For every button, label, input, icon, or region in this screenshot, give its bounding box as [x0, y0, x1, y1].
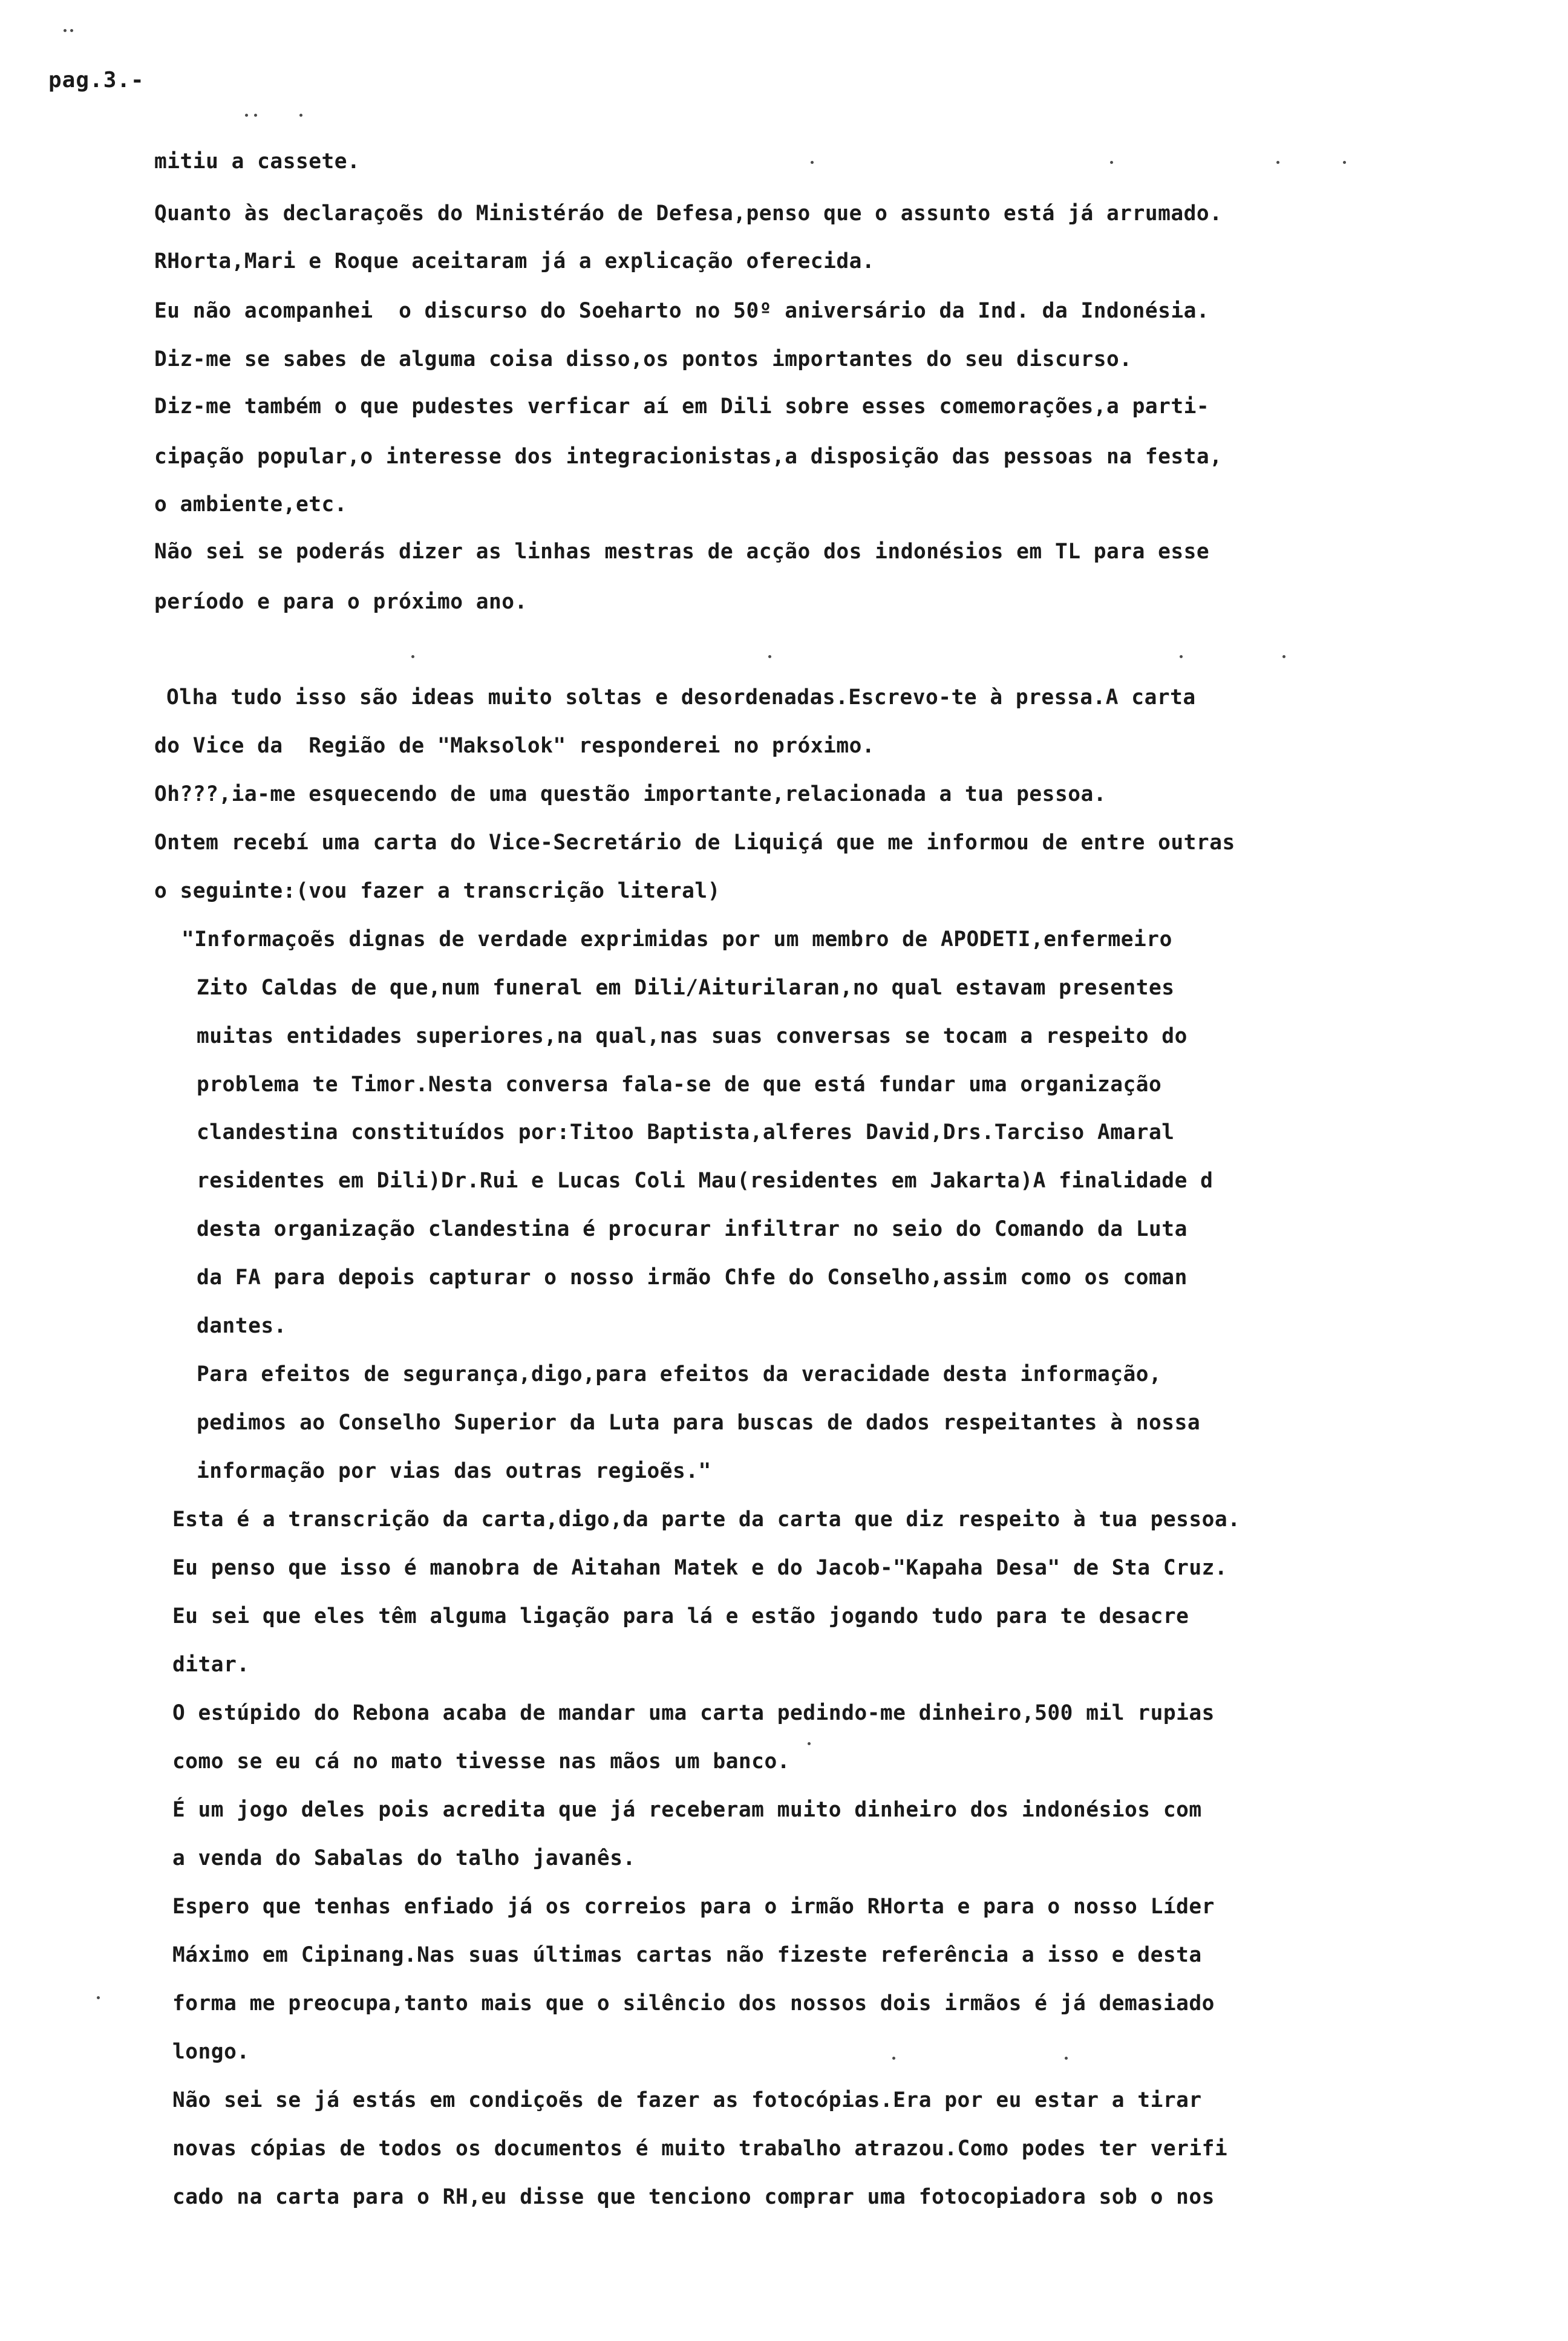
text-line: É um jogo deles pois acredita que já receberam muito dinheiro dos indonésios com: [172, 1798, 1202, 1822]
scan-speck: [811, 161, 814, 164]
scan-speck: [1180, 655, 1183, 658]
quote-line: residentes em Dili)Dr.Rui e Lucas Coli Mau(residentes em Jakarta)A finalidade d: [197, 1169, 1214, 1193]
text-line: Diz-me se sabes de alguma coisa disso,os pontos importantes do seu discurso.: [154, 347, 1132, 371]
text-line: RHorta,Mari e Roque aceitaram já a explicação oferecida.: [154, 249, 875, 273]
scan-speck: [768, 655, 771, 658]
scan-speck: [1110, 161, 1113, 164]
scan-speck: [411, 655, 414, 658]
text-line: Não sei se poderás dizer as linhas mestras de acção dos indonésios em TL para esse: [154, 540, 1210, 564]
text-line: cado na carta para o RH,eu disse que tenciono comprar uma fotocopiadora sob o nos: [172, 2185, 1215, 2209]
text-line: Não sei se já estás em condiçoẽs de fazer as fotocópias.Era por eu estar a tirar: [172, 2088, 1202, 2112]
text-line: a venda do Sabalas do talho javanês.: [172, 1846, 636, 1870]
quote-line: Zito Caldas de que,num funeral em Dili/Aiturilaran,no qual estavam presentes: [197, 976, 1175, 1000]
scan-speck: [97, 1996, 100, 1999]
text-line: Quanto às declaraçoẽs do Ministéráo de Defesa,penso que o assunto está já arrumado.: [154, 201, 1223, 226]
scan-speck: [245, 114, 248, 117]
text-line: O estúpido do Rebona acaba de mandar uma carta pedindo-me dinheiro,500 mil rupias: [172, 1701, 1215, 1725]
quote-line: "Informaçoẽs dignas de verdade exprimidas por um membro de APODETI,enfermeiro: [181, 927, 1172, 952]
text-line: Eu penso que isso é manobra de Aitahan Matek e do Jacob-"Kapaha Desa" de Sta Cruz.: [172, 1556, 1228, 1580]
text-line: período e para o próximo ano.: [154, 590, 528, 614]
text-line: Eu não acompanhei o discurso do Soeharto no 50º aniversário da Ind. da Indonésia.: [154, 299, 1210, 323]
scan-speck: [64, 29, 67, 32]
text-line: cipação popular,o interesse dos integracionistas,a disposição das pessoas na festa,: [154, 445, 1223, 469]
page-number: pag.3.-: [48, 68, 145, 93]
scan-speck: [1282, 655, 1285, 658]
text-line: ditar.: [172, 1653, 250, 1677]
text-line: forma me preocupa,tanto mais que o silêncio dos nossos dois irmãos é já demasiado: [172, 1991, 1215, 2016]
quote-line: dantes.: [197, 1314, 287, 1338]
quote-line: informação por vias das outras regioẽs.": [197, 1459, 711, 1483]
text-line: Esta é a transcrição da carta,digo,da parte da carta que diz respeito à tua pessoa.: [172, 1507, 1241, 1532]
text-line: longo.: [172, 2040, 250, 2064]
text-line: Espero que tenhas enfiado já os correios para o irmão RHorta e para o nosso Líder: [172, 1895, 1215, 1919]
scan-speck: [892, 2057, 895, 2060]
quote-line: da FA para depois capturar o nosso irmão Chfe do Conselho,assim como os coman: [197, 1265, 1187, 1290]
text-line: Ontem recebí uma carta do Vice-Secretário de Liquiçá que me informou de entre outras: [154, 831, 1235, 855]
quote-line: muitas entidades superiores,na qual,nas suas conversas se tocam a respeito do: [197, 1024, 1187, 1048]
scan-speck: [1276, 161, 1279, 164]
quote-line: Para efeitos de segurança,digo,para efeitos da veracidade desta informação,: [197, 1362, 1162, 1386]
scan-speck: [299, 114, 302, 117]
text-line: Eu sei que eles têm alguma ligação para lá e estão jogando tudo para te desacre: [172, 1604, 1189, 1628]
quote-line: pedimos ao Conselho Superior da Luta para buscas de dados respeitantes à nossa: [197, 1411, 1201, 1435]
text-line: mitiu a cassete.: [154, 149, 361, 174]
text-line: Oh???,ia-me esquecendo de uma questão importante,relacionada a tua pessoa.: [154, 782, 1107, 806]
scan-speck: [808, 1742, 811, 1745]
quote-line: clandestina constituídos por:Titoo Baptista,alferes David,Drs.Tarciso Amaral: [197, 1120, 1175, 1144]
scan-speck: [1343, 161, 1346, 164]
quote-line: desta organização clandestina é procurar infiltrar no seio do Comando da Luta: [197, 1217, 1187, 1241]
text-line: o ambiente,etc.: [154, 492, 348, 517]
scan-speck: [1065, 2057, 1068, 2060]
text-line: Diz-me também o que pudestes verficar aí em Dili sobre esses comemorações,a parti-: [154, 394, 1210, 419]
text-line: como se eu cá no mato tivesse nas mãos um banco.: [172, 1749, 790, 1774]
scan-speck: [254, 114, 257, 117]
scan-speck: [70, 29, 73, 32]
text-line: Olha tudo isso são ideas muito soltas e desordenadas.Escrevo-te à pressa.A carta: [166, 685, 1196, 710]
text-line: o seguinte:(vou fazer a transcrição literal): [154, 879, 720, 903]
text-line: novas cópias de todos os documentos é muito trabalho atrazou.Como podes ter verifi: [172, 2137, 1228, 2161]
quote-line: problema te Timor.Nesta conversa fala-se de que está fundar uma organização: [197, 1073, 1162, 1097]
text-line: Máximo em Cipinang.Nas suas últimas cartas não fizeste referência a isso e desta: [172, 1943, 1202, 1967]
text-line: do Vice da Região de "Maksolok" responderei no próximo.: [154, 734, 875, 758]
